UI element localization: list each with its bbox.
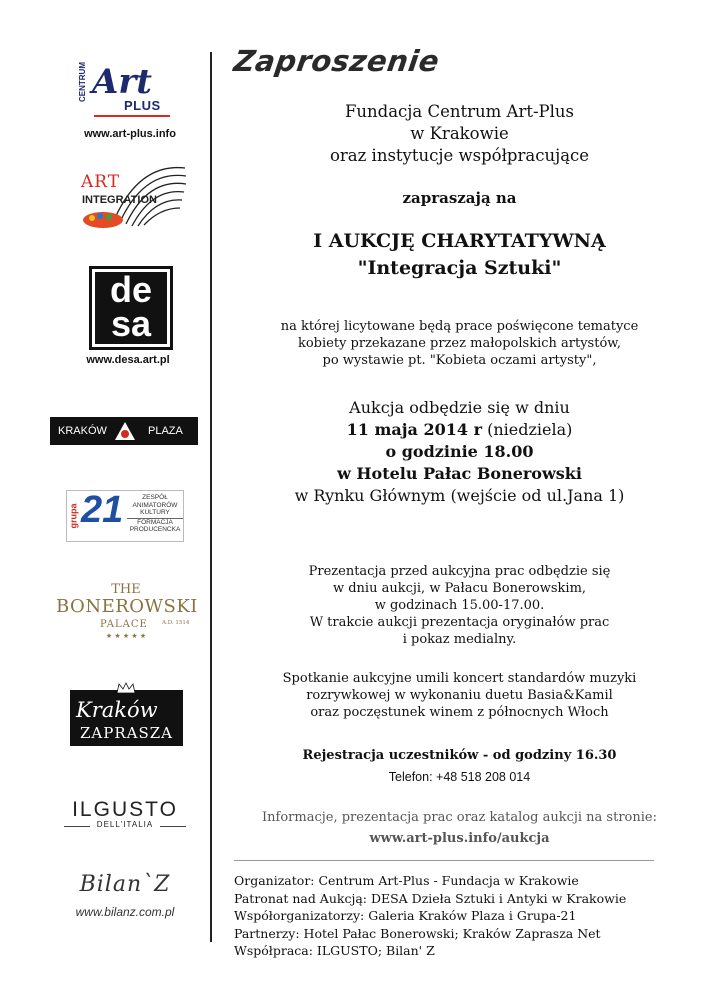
presentation-line-2: w dniu aukcji, w Pałacu Bonerowskim, xyxy=(332,581,587,596)
meeting-line-1: Spotkanie aukcyjne umili koncert standardów muzyki xyxy=(282,671,637,686)
krakow-zaprasza-line1: Kraków xyxy=(76,698,158,722)
desa-box xyxy=(89,266,173,350)
footer-line-partners: Partnerzy: Hotel Pałac Bonerowski; Kraków Zaprasza Net xyxy=(234,925,601,941)
ilgusto-sub: DELL'ITALIA xyxy=(96,820,154,829)
footer-line-patron: Patronat nad Aukcją: DESA Dzieła Sztuki i Antyki w Krakowie xyxy=(234,890,627,906)
auction-title: I AUKCJĘ CHARYTATYWNĄ xyxy=(313,230,606,252)
footer-credits xyxy=(234,872,626,960)
art-plus-art-text: Art xyxy=(92,62,152,102)
when-intro: Aukcja odbędzie się w dniu xyxy=(349,398,570,417)
bonerowski-palace: PALACE xyxy=(100,619,148,630)
art-integration-logo xyxy=(0,158,210,232)
art-plus-logo xyxy=(0,64,210,144)
bonerowski-the: THE xyxy=(111,582,141,597)
info-url-link[interactable]: www.art-plus.info/aukcja xyxy=(369,831,550,846)
palette-icon xyxy=(82,208,124,228)
grupa21-logo xyxy=(66,490,184,542)
bilanz-logo xyxy=(60,872,190,922)
bonerowski-logo xyxy=(56,582,196,646)
info-text: Informacje, prezentacja prac oraz katalog aukcji na stronie: xyxy=(262,810,657,825)
presentation-line-5: i pokaz medialny. xyxy=(402,632,517,647)
art-plus-underline xyxy=(94,115,170,117)
ilgusto-rule-right xyxy=(160,826,186,827)
date-rest: (niedziela) xyxy=(482,420,573,439)
desa-row2: sa xyxy=(110,303,152,344)
footer-line-coorganizers: Współorganizatorzy: Galeria Kraków Plaza i Grupa-21 xyxy=(234,908,577,923)
organizer-block xyxy=(212,101,707,167)
krakow-zaprasza-logo xyxy=(70,690,183,746)
description-line-1: na której licytowane będą prace poświęcone tematyce xyxy=(280,319,639,334)
bilanz-name: Bilan`Z xyxy=(79,872,171,897)
date-bold: 11 maja 2014 r xyxy=(346,420,482,439)
when-block xyxy=(212,397,707,507)
presentation-line-3: w godzinach 15.00-17.00. xyxy=(374,598,545,613)
grupa21-line2: ANIMATORÓW xyxy=(132,501,178,509)
presentation-line-4: W trakcie aukcji prezentacja oryginałów prac xyxy=(309,615,610,630)
bilanz-url: www.bilanz.com.pl xyxy=(75,905,175,919)
bonerowski-ad: A.D. 1514 xyxy=(162,620,190,626)
bonerowski-name: BONEROWSKI xyxy=(56,596,198,617)
krakow-plaza-left-text: KRAKÓW xyxy=(58,425,107,437)
art-plus-centrum-text: CENTRUM xyxy=(78,62,87,102)
krakow-plaza-triangle-icon xyxy=(114,420,136,442)
ilgusto-logo xyxy=(60,798,190,834)
invite-text: zapraszają na xyxy=(402,189,517,207)
presentation-line-1: Prezentacja przed aukcyjna prac odbędzie się xyxy=(308,564,611,579)
footer-line-cooperation: Współpraca: ILGUSTO; Bilan' Z xyxy=(234,943,435,958)
date-line xyxy=(212,419,707,441)
meeting-line-2: rozrywkowej w wykonaniu duetu Basia&Kamil xyxy=(306,688,613,703)
grupa21-line1: ZESPÓŁ xyxy=(142,494,168,501)
phone-text: Telefon: +48 518 208 014 xyxy=(388,770,531,784)
registration-text: Rejestracja uczestników - od godziny 16.30 xyxy=(302,748,617,763)
organizer-line-3: oraz instytucje współpracujące xyxy=(329,146,590,165)
organizer-line-1: Fundacja Centrum Art-Plus xyxy=(344,102,575,121)
grupa21-line5: PRODUCENCKA xyxy=(129,526,181,533)
crown-icon xyxy=(116,682,136,694)
grupa21-number: 21 xyxy=(81,489,124,531)
art-plus-plus-text: PLUS xyxy=(124,98,161,113)
grupa21-line3: KULTURY xyxy=(140,509,170,516)
meeting-line-3: oraz poczęstunek winem z północnych Włoch xyxy=(310,705,609,720)
grupa21-line4: FORMACJA xyxy=(127,518,183,527)
organizer-line-2: w Krakowie xyxy=(410,124,509,143)
ilgusto-name: ILGUSTO xyxy=(72,798,178,821)
presentation-block xyxy=(212,563,707,648)
description-block xyxy=(212,318,707,369)
art-integration-art-text: ART xyxy=(81,172,121,192)
grupa21-grupa-text: grupa xyxy=(68,503,79,529)
meeting-block xyxy=(212,670,707,721)
page-title: Zaproszenie xyxy=(231,44,442,78)
art-plus-url: www.art-plus.info xyxy=(84,128,176,140)
desa-logo xyxy=(0,266,210,370)
description-line-2: kobiety przekazane przez małopolskich artystów, xyxy=(297,336,622,351)
auction-name: "Integracja Sztuki" xyxy=(357,257,562,279)
desa-row1: de xyxy=(109,269,152,310)
description-line-3: po wystawie pt. "Kobieta oczami artysty", xyxy=(322,353,597,368)
bonerowski-stars: ★ ★ ★ ★ ★ xyxy=(105,632,147,640)
krakow-plaza-logo xyxy=(50,417,198,445)
time-line: o godzinie 18.00 xyxy=(385,442,534,461)
krakow-zaprasza-line2: ZAPRASZA xyxy=(80,724,174,742)
art-integration-integration-text: INTEGRATION xyxy=(82,194,157,206)
desa-url: www.desa.art.pl xyxy=(86,354,170,366)
address-line: w Rynku Głównym (wejście od ul.Jana 1) xyxy=(294,486,625,505)
footer-line-organizer: Organizator: Centrum Art-Plus - Fundacja w Krakowie xyxy=(234,873,579,888)
footer-divider xyxy=(234,860,654,861)
venue-line: w Hotelu Pałac Bonerowski xyxy=(337,464,582,483)
grupa21-description xyxy=(127,494,183,534)
krakow-plaza-right-text: PLAZA xyxy=(148,425,183,437)
